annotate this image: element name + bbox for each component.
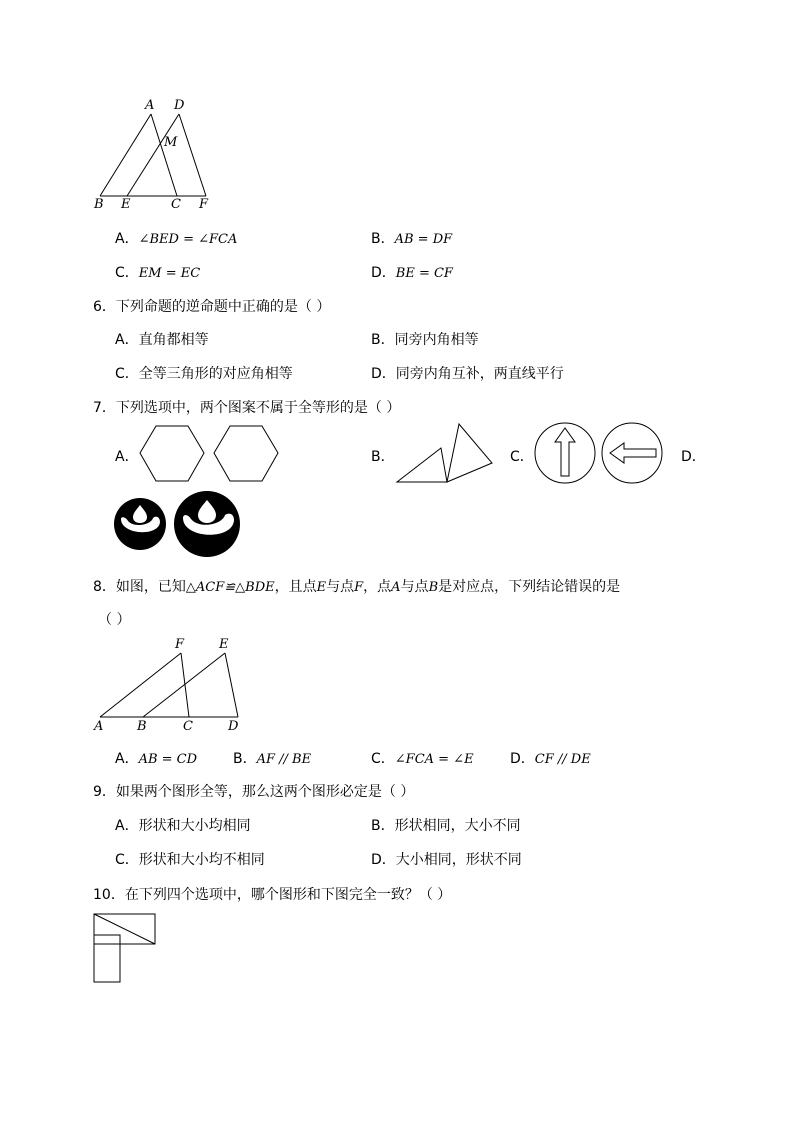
q8-option-d[interactable]: D．CF // DE [510, 751, 591, 767]
q8-option-b[interactable]: B．AF // BE [233, 751, 312, 767]
q7-stem: 7．下列选项中，两个图案不属于全等形的是（ ） [93, 400, 401, 416]
label-D: D [174, 98, 185, 113]
q6-option-d[interactable]: D．同旁内角互补，两直线平行 [371, 366, 564, 382]
q7-option-d-letter[interactable]: D． [681, 449, 706, 465]
q6-option-a[interactable]: A．直角都相等 [115, 332, 209, 348]
q8-option-c[interactable]: C．∠FCA = ∠E [371, 751, 474, 767]
q9-option-d[interactable]: D．大小相同，形状不同 [371, 852, 522, 868]
q8-option-a[interactable]: A．AB = CD [115, 751, 198, 767]
label-C: C [171, 197, 181, 212]
q8-label-B: B [137, 719, 147, 734]
q7-option-b-letter[interactable]: B． [371, 449, 395, 465]
q5-option-d[interactable]: D．BE = CF [371, 265, 453, 281]
label-A: A [145, 98, 155, 113]
label-B: B [94, 197, 104, 212]
q6-option-c[interactable]: C．全等三角形的对应角相等 [115, 366, 293, 382]
q5-option-a[interactable]: A．∠BED = ∠FCA [115, 231, 238, 247]
q8-label-A: A [94, 719, 104, 734]
q6-stem: 6．下列命题的逆命题中正确的是（ ） [93, 299, 331, 315]
q9-stem: 9．如果两个图形全等，那么这两个图形必定是（ ） [93, 784, 415, 800]
q8-label-C: C [183, 719, 193, 734]
q8-label-D: D [228, 719, 239, 734]
label-E: E [121, 197, 131, 212]
q7-option-c-letter[interactable]: C． [510, 449, 534, 465]
q9-option-b[interactable]: B．形状相同，大小不同 [371, 818, 521, 834]
q5-option-b[interactable]: B．AB = DF [371, 231, 453, 247]
q8-label-F: F [175, 637, 185, 652]
label-F: F [199, 197, 209, 212]
label-M: M [164, 135, 178, 150]
q10-stem: 10．在下列四个选项中，哪个图形和下图完全一致？（ ） [93, 887, 452, 903]
q8-answer-paren: （ ） [98, 612, 131, 628]
q7-option-a-letter[interactable]: A． [115, 449, 139, 465]
q9-option-c[interactable]: C．形状和大小均不相同 [115, 852, 265, 868]
q6-option-b[interactable]: B．同旁内角相等 [371, 332, 479, 348]
q8-label-E: E [219, 637, 229, 652]
q8-stem: 8．如图，已知△ACF≌△BDE，且点E与点F，点A与点B是对应点，下列结论错误的是 [93, 579, 621, 595]
q5-option-c[interactable]: C．EM = EC [115, 265, 201, 281]
q9-option-a[interactable]: A．形状和大小均相同 [115, 818, 251, 834]
